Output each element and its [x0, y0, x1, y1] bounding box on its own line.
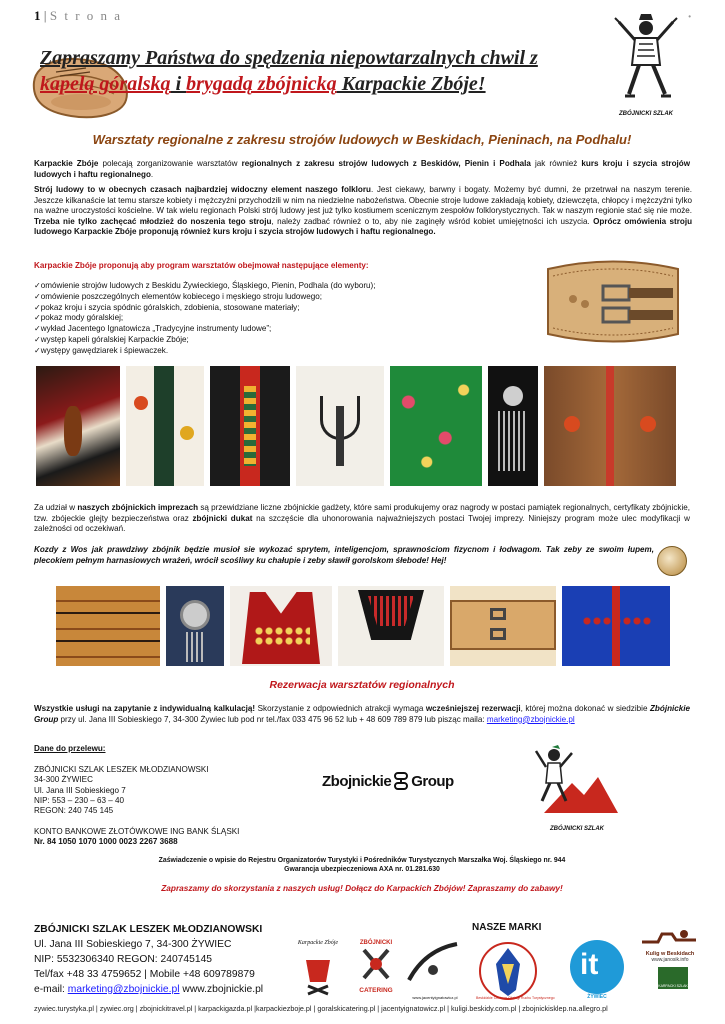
centrum-label: Beskidzkie Centrum Obsługi Ruchu Turystycznego [476, 996, 555, 1000]
karpacki-szlak-badge: KARPACKI SZLAK [658, 967, 688, 989]
header-mark: • [688, 12, 691, 21]
list-item: ✓ pokaz kroju i szycia spódnic góralskich, zdobienia, stosowane materiały; [34, 303, 376, 314]
zbojnicki-szlak-logo-top [605, 10, 687, 120]
leather-belt-image [543, 254, 683, 349]
list-item: ✓ omówienie poszczególnych elementów kobiecego i męskiego stroju ludowego; [34, 292, 376, 303]
zywiec-it-mark [570, 940, 624, 1000]
nasze-marki-heading: NASZE MARKI [472, 922, 542, 933]
bank-account-block: KONTO BANKOWE ZŁOTÓWKOWE ING BANK ŚLĄSKI Nr. 84 1050 1070 1000 0023 2267 3688 [34, 827, 240, 847]
list-item: ✓ pokaz mody góralskiej; [34, 313, 376, 324]
footer-email-link[interactable]: marketing@zbojnickie.pl [67, 984, 180, 995]
photo-belts [56, 586, 160, 666]
photo-belt-buckles [450, 586, 556, 666]
centrum-obslugi-ruchu-mark [476, 940, 555, 1002]
paragraph-dialect: Kozdy z Wos jak prawdziwy zbójnik będzie musioł sie wykozać sprytem, inteligencjom, sprawnościom fizycnom i łodwagom. Tak zeby ze swoim łupem, plecokiem pełnym harnasiowych wrażeń, wrócił scośliwy ku chałupie i zeby sławił gorolskom śłebode! Hej! [34, 545, 654, 565]
logo-top-label: ZBÓJNICKI SZLAK [619, 111, 673, 117]
footer-www: www.zbojnickie.pl [179, 984, 264, 995]
list-item: ✓ występ kapeli góralskiej Karpackie Zbóje; [34, 335, 376, 346]
section-title-warsztaty: Warsztaty regionalne z zakresu strojów ludowych w Beskidach, Pieninach, na Podhalu! [92, 132, 632, 147]
kulig-label: Kulig w Beskidach [645, 951, 695, 957]
photo-green-floral-skirt [390, 366, 482, 486]
photo-musician-violin [36, 366, 120, 486]
zbojnik-dancer-icon [605, 10, 687, 106]
zbojnicki-szlak-logo-right [532, 743, 622, 833]
photo-row-accessories [56, 586, 676, 666]
zg-link-icon [393, 772, 409, 790]
page-word: S t r o n a [49, 8, 123, 23]
zbojnicki-catering-mark [352, 940, 400, 1002]
zbojnicki-dukat-coin-image [657, 546, 687, 576]
paragraph-intro: Karpackie Zbóje polecają zorganizowanie warsztatów regionalnych z zakresu strojów ludowych z Beskidów, Pienin i Podhala jak również kurs kroju i szycia strojów ludowych i haftu regionalnego. [34, 159, 690, 179]
photo-silver-brooch-2 [166, 586, 224, 666]
program-intro: Karpackie Zbóje proponują aby program warsztatów obejmował następujące elementy: [34, 261, 369, 270]
photo-red-bodice [230, 586, 332, 666]
headline-red-brygada: brygadą zbójnicką [186, 73, 337, 95]
list-item: ✓ omówienie strojów ludowych z Beskidu Żywieckiego, Śląskiego, Pienin, Podhala (do wyboru); [34, 281, 376, 292]
karpackie-zboje-mark [288, 940, 348, 996]
photo-brown-vest [544, 366, 676, 486]
paragraph-stroj-ludowy: Strój ludowy to w obecnych czasach najbardziej widoczny element naszego folkloru. Jest ciekawy, barwny i bogaty. Możemy być dumni, że przetrwał na naszym terenie. Jeszcze kilkanaście lat temu starsze kobiety i mężczyźni przychodzili w nim na niedzielne nabożeństwa. Obecnie stroje ludowe zakładają kobiety, dziewczęta, chłopcy i mężczyźni tylko na ważne uroczystości kościelne. W tak wielu regionach Polski strój ludowy jest już tylko kostiumem scenicznym zespołów folklorystycznych. Tak w naszym regionie stać się nie może. Trzeba nie tylko zachęcać młodzież do noszenia tego stroju, należy zadbać również o to, aby nie zaginęły wśród kobiet umiejętności ich uszycia. Oprócz omówienia stroju ludowego Karpackie Zbóje proponują również kurs kroju i szycia strojów ludowych i haftu regionalnego. [34, 185, 693, 237]
zbojnickie-group-logo: Zbojnickie Group [322, 772, 454, 790]
it-label: it [580, 948, 599, 981]
list-item: ✓ występy gawędziarek i śpiewaczek. [34, 346, 376, 357]
main-headline: Zapraszamy Państwa do spędzenia niepowtarzalnych chwil z kapelą góralską i brygadą zbójnicką Karpackie Zbóje! [40, 47, 538, 95]
janosik-url: www.janosik.info [651, 957, 689, 963]
jacenty-ignatowicz-mark [405, 940, 465, 1000]
jacenty-url: www.jacentyignatowicz.pl [412, 995, 458, 1000]
certificate-info: Zaświadczenie o wpisie do Rejestru Organizatorów Turystyki i Pośredników Turystycznych Marszałka Woj. Śląskiego nr. 944 Gwarancja ubezpieczeniowa AXA nr. 01.281.630 [158, 857, 566, 873]
paragraph-rezerwacja: Wszystkie usługi na zapytanie z indywidualną kalkulacją! Skorzystanie z odpowiednich atrakcji wymaga wcześniejszej rezerwacji, której można dokonać w siedzibie Zbójnickie Group przy ul. Jana III Sobieskiego 7, 34-300 Żywiec lub pod nr tel./fax 033 475 96 52 lub + 48 609 789 879 lub pisząc maila: marketing@zbojnickie.pl [34, 704, 691, 724]
program-list [34, 281, 376, 357]
photo-row-costumes [36, 366, 682, 486]
catering-label: CATERING [359, 987, 393, 994]
list-item: ✓ wykład Jacentego Ignatowicza „Tradycyjne instrumenty ludowe”; [34, 324, 376, 335]
horse-sleigh-icon [638, 926, 702, 946]
headline-red-kapela: kapelą góralską [40, 73, 171, 95]
paragraph-gadgets: Za udział w naszych zbójnickich imprezach są przewidziane liczne zbójnickie gadżety, które sami produkujemy oraz nagrody w postaci pamiątek regionalnych, certyfikaty zbójnickie, tzw. zbójeckie glejty bezpieczeństwa oraz zbójnicki dukat na szczęście dla uhonorowania najważniejszych postaci Twojej imprezy. Niniejszy program może ulec modyfikacji w zależności od oczekiwań. [34, 503, 691, 534]
page-number: 1 | S t r o n a [34, 8, 123, 23]
footer-company-info: ZBÓJNICKI SZLAK LESZEK MŁODZIANOWSKI Ul. Jana III Sobieskiego 7, 34-300 ŻYWIEC NIP: 5532306340 REGON: 240745145 Tel/fax +48 33 4759652 | Mobile +48 609789879 e-mail: marketing@zbojnickie.pl www.zbojnickie.pl [34, 924, 264, 995]
photo-white-shirt-embroidery [296, 366, 384, 486]
footer-links[interactable]: zywiec.turystyka.pl | zywiec.org | zbojnickitravel.pl | karpackigazda.pl |karpackiezboje.pl | goralskicatering.pl | jacentyignatowicz.pl | kuligi.beskidy.com.pl | zbojnickisklep.na.allegro.pl [34, 1004, 608, 1013]
zywiec-label: ŻYWIEC [587, 994, 607, 1000]
bank-address-block: ZBÓJNICKI SZLAK LESZEK MŁODZIANOWSKI 34-300 ŻYWIEC Ul. Jana III Sobieskiego 7 NIP: 553 – 230 – 63 – 40 REGON: 240 745 145 [34, 765, 209, 816]
karpackie-zboje-label: Karpackie Zbóje [297, 940, 339, 946]
page-header [34, 8, 691, 26]
mountain-zbojnik-icon [532, 743, 622, 821]
photo-red-embroidery [210, 366, 290, 486]
photo-black-embroidery [338, 586, 444, 666]
section-title-rezerwacja: Rezerwacja warsztatów regionalnych [269, 679, 455, 691]
kulig-janosik-mark [638, 926, 702, 1002]
photo-silver-brooch [488, 366, 538, 486]
email-link[interactable]: marketing@zbojnickie.pl [486, 714, 575, 724]
invitation-line: Zapraszamy do skorzystania z naszych usług! Dołącz do Karpackich Zbójów! Zapraszamy do zabawy! [161, 883, 563, 893]
photo-blue-jacket [562, 586, 670, 666]
logo-right-label: ZBÓJNICKI SZLAK [550, 826, 604, 832]
dane-przelewu-label: Dane do przelewu: [34, 744, 106, 753]
photo-embroidered-vest [126, 366, 204, 486]
catering-top-label: ZBÓJNICKI [359, 940, 393, 946]
